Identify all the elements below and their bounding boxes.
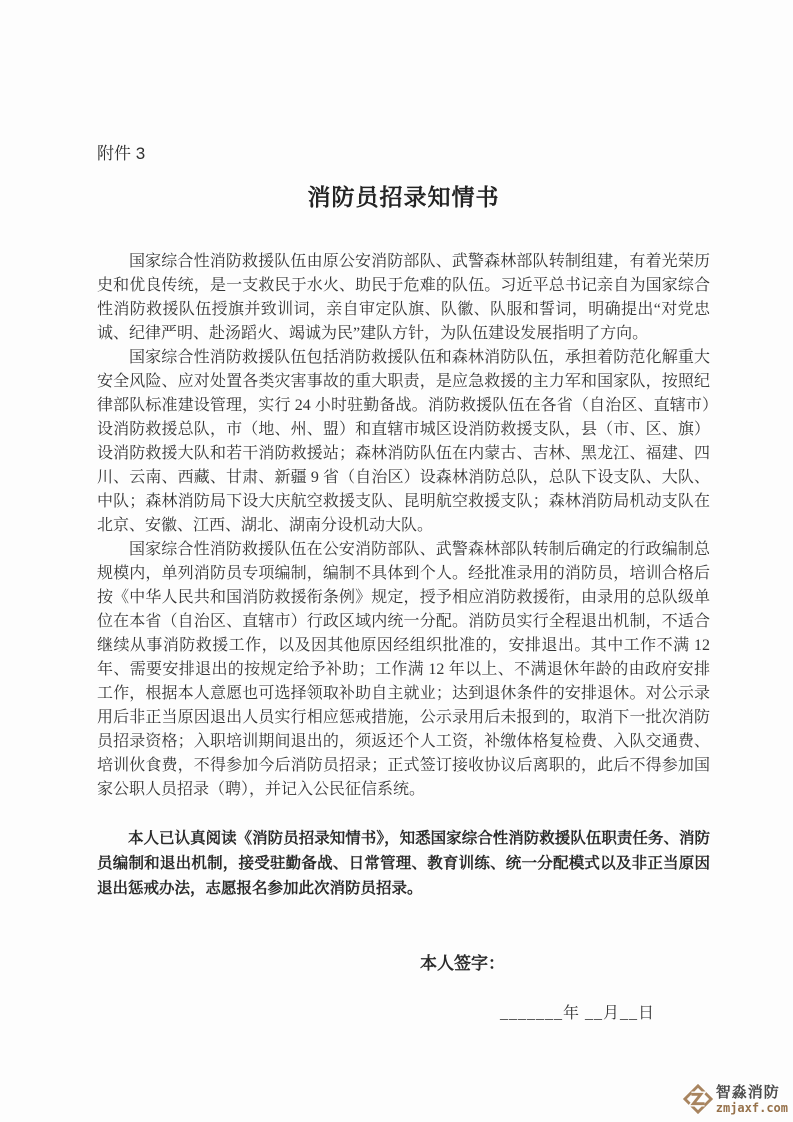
watermark [683, 1084, 788, 1114]
page-title: 消防员招录知情书 [307, 185, 500, 210]
date-blank-line: _______年 __月__日 [500, 1005, 656, 1022]
document-content [97, 0, 710, 1023]
paragraph-structure: 国家综合性消防救援队伍包括消防救援队伍和森林消防队伍，承担着防范化解重大安全风险、应对处置各类灾害事故的重大职责，是应急救援的主力军和国家队，按照纪律部队标准建设管理，实行 24 小时驻勤备战。消防救援队伍在各省（自治区、直辖市）设消防救援总队，市（地、州、盟）和直辖市城区设消防救援支队，县（市、区、旗）设消防救援大队和若干消防救援站；森林消防队伍在内蒙古、吉林、黑龙江、福建、四川、云南、西藏、甘肃、新疆 9 省（自治区）设森林消防总队，总队下设支队、大队、中队；森林消防局下设大庆航空救援支队、昆明航空救援支队；森林消防局机动支队在北京、安徽、江西、湖北、湖南分设机动大队。 [97, 349, 710, 534]
watermark-domain: zmjaxf.com [715, 1100, 788, 1115]
paragraph-declaration: 本人已认真阅读《消防员招录知情书》，知悉国家综合性消防救援队伍职责任务、消防员编制和退出机制，接受驻勤备战、日常管理、教育训练、统一分配模式以及非正当原因退出惩戒办法，志愿报名参加此次消防员招录。 [97, 830, 710, 897]
zhimiao-logo-icon [683, 1084, 713, 1114]
watermark-brand-name: 智淼消防 [715, 1083, 780, 1101]
paragraph-overview: 国家综合性消防救援队伍由原公安消防部队、武警森林部队转制组建，有着光荣历史和优良传统，是一支救民于水火、助民于危难的队伍。习近平总书记亲自为国家综合性消防救援队伍授旗并致训词，亲自审定队旗、队徽、队服和誓词，明确提出“对党忠诚、纪律严明、赴汤蹈火、竭诚为民”建队方针，为队伍建设发展指明了方向。 [97, 253, 710, 342]
paragraph-exit-mechanism: 国家综合性消防救援队伍在公安消防部队、武警森林部队转制后确定的行政编制总规模内，单列消防员专项编制，编制不具体到个人。经批准录用的消防员，培训合格后按《中华人民共和国消防救援衔条例》规定，授予相应消防救援衔，由录用的总队级单位在本省（自治区、直辖市）行政区域内统一分配。消防员实行全程退出机制，不适合继续从事消防救援工作，以及因其他原因经组织批准的，安排退出。其中工作不满 12 年、需要安排退出的按规定给予补助；工作满 12 年以上、不满退休年龄的由政府安排工作，根据本人意愿也可选择领取补助自主就业；达到退休条件的安排退休。对公示录用后非正当原因退出人员实行相应惩戒措施，公示录用后未报到的，取消下一批次消防员招录资格；入职培训期间退出的，须返还个人工资，补缴体格复检费、入队交通费、培训伙食费，不得参加今后消防员招录；正式签订接收协议后离职的，此后不得参加国家公职人员招录（聘），并记入公民征信系统。 [97, 541, 710, 798]
watermark-text [716, 1085, 788, 1114]
signature-label: 本人签字： [420, 954, 505, 973]
attachment-label: 附件 3 [97, 144, 146, 163]
